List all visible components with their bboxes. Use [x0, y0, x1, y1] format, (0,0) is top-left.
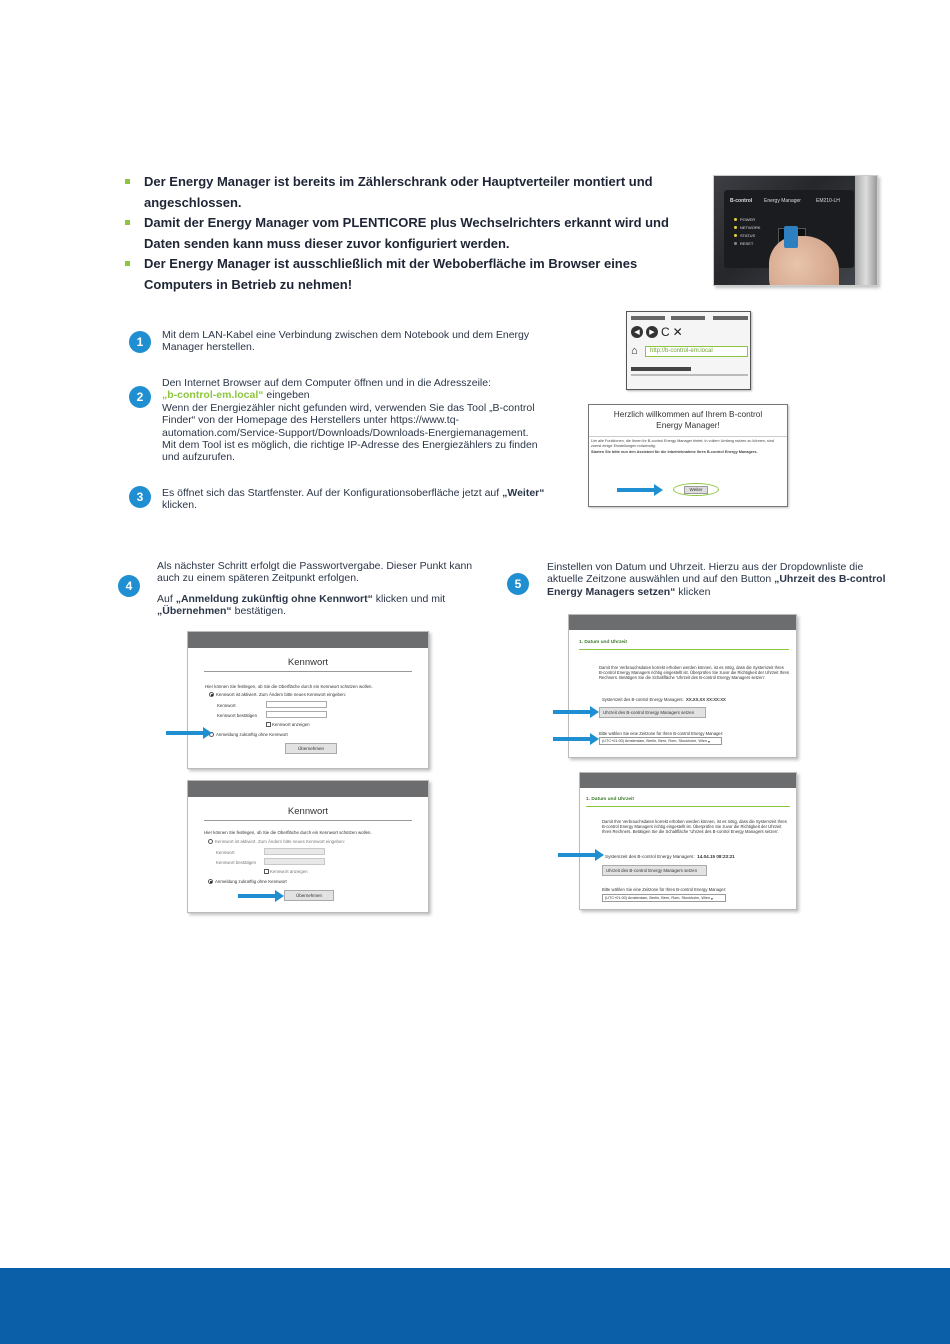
bullet-square-icon — [125, 220, 130, 225]
arrow-icon — [553, 710, 591, 714]
label-password: Kennwort — [217, 703, 236, 708]
set-time-button[interactable]: Uhrzeit des B-control Energy Managers setzen — [599, 707, 706, 718]
radio-icon — [209, 692, 214, 697]
device-model-label: Energy Manager — [764, 198, 801, 204]
show-password-checkbox[interactable]: Kennwort anzeigen — [266, 722, 310, 727]
step-number-1: 1 — [129, 331, 151, 353]
address-row — [631, 344, 748, 358]
password-panel-before — [187, 631, 429, 769]
arrow-icon — [238, 894, 276, 898]
step-number-3: 3 — [129, 486, 151, 508]
weiter-emphasis: „Weiter“ — [502, 487, 545, 499]
intro-bullet: Der Energy Manager ist bereits im Zählerschrank oder Hauptverteiler montiert und angeschlossen. — [122, 172, 707, 213]
panel-header — [580, 773, 796, 788]
title-rule — [579, 649, 789, 650]
password-title: Kennwort — [287, 806, 329, 817]
url-highlight: „b-control-em.local“ — [162, 389, 264, 402]
browser-bar — [631, 316, 665, 320]
radio-password-off[interactable]: Anmeldung zukünftig ohne Kennwort — [209, 732, 288, 737]
welcome-body-1: Um alle Funktionen, die Ihnen ihr B-control Energy Manager bietet, in vollem Umfang nutzen zu können, sind zuerst einige Einstellungen notwendig. — [591, 439, 774, 448]
arrow-icon — [558, 853, 596, 857]
systime-value: XX.XX.XX XX:XX:XX — [686, 697, 726, 702]
led-label: RESET — [740, 241, 754, 246]
password-panel-after — [187, 780, 429, 913]
led-icon — [734, 226, 737, 229]
systime-row: Systemzeit des B-control Energy Managers: 14.04.15 08:23:21 — [605, 854, 735, 859]
reload-icon[interactable]: C — [661, 325, 670, 339]
timezone-select[interactable]: (UTC+01:00) Amsterdam, Berlin, Bern, Rom, Stockholm, Wien ▾ — [602, 894, 726, 902]
device-brand-label: B-control — [730, 198, 753, 204]
apply-button[interactable]: Übernehmen — [284, 890, 334, 901]
led-label: POWER — [740, 217, 756, 222]
confirm-field[interactable] — [264, 858, 325, 865]
address-bar[interactable]: http://b-control-em.local — [645, 346, 748, 357]
led-icon — [734, 234, 737, 237]
systime-value: 14.04.15 08:23:21 — [697, 854, 735, 859]
label-password: Kennwort — [216, 850, 235, 855]
datetime-panel-after — [579, 772, 797, 910]
step-4-line1: Als nächster Schritt erfolgt die Passwortvergabe. Dieser Punkt kann auch zu einem späteren Zeitpunkt erfolgen. — [157, 560, 473, 585]
apply-button[interactable]: Übernehmen — [285, 743, 337, 754]
step-2-line1: Den Internet Browser auf dem Computer öffnen und in die Adresszeile: — [162, 377, 491, 389]
step-4-text — [157, 560, 475, 618]
welcome-body-2: Starten Sie bitte nun den Assistent für die Inbetriebnahme Ihres B-control Energy Managers. — [591, 450, 758, 454]
browser-tab — [631, 367, 691, 371]
title-rule — [204, 671, 412, 672]
label-confirm: Kennwort bestätigen — [216, 860, 257, 865]
arrow-icon — [553, 737, 591, 741]
step-4-line2: Auf „Anmeldung zukünftig ohne Kennwort“ klicken und mit „Übernehmen“ bestätigen. — [157, 592, 446, 618]
browser-bar — [713, 316, 748, 320]
panel-header — [569, 615, 796, 630]
password-field[interactable] — [264, 848, 325, 855]
close-icon[interactable]: ✕ — [672, 325, 683, 339]
welcome-title: Herzlich willkommen auf Ihrem B-control Energy Manager! — [613, 409, 763, 430]
radio-password-off[interactable]: Anmeldung zukünftig ohne Kennwort — [208, 879, 287, 884]
step-2-rest: Wenn der Energiezähler nicht gefunden wird, verwenden Sie das Tool „B-control Finder“ von der Homepage des Herstellers unter https://www.tq-automation.com/Service-Support/Downloads/Downloads-Energiemanagement. Mit dem Tool ist es möglich, die richtige IP-Adresse des Energiezählers zu finden und aufzurufen. — [162, 401, 538, 464]
energy-manager-photo — [713, 175, 878, 286]
arrow-icon — [166, 731, 204, 735]
step-2-after-highlight: eingeben — [263, 389, 310, 402]
radio-icon — [208, 879, 213, 884]
led-label: NETWORK — [740, 225, 761, 230]
password-intro: Hier können Sie festlegen, ob Sie die Oberfläche durch ein Kennwort schützen wollen. — [204, 830, 372, 835]
browser-bar — [671, 316, 705, 320]
zone-label: Bitte wählen Sie eine Zeitzone für Ihren B-control Energy Manager: — [602, 887, 727, 892]
back-icon[interactable]: ◀ — [631, 326, 643, 338]
password-intro: Hier können Sie festlegen, ob Sie die Oberfläche durch ein Kennwort schützen wollen. — [205, 684, 373, 689]
radio-icon — [208, 839, 213, 844]
browser-mockup — [626, 311, 751, 390]
datetime-title: 1. Datum und Uhrzeit — [586, 797, 634, 802]
browser-nav — [631, 326, 683, 338]
step-5-text: Einstellen von Datum und Uhrzeit. Hierzu aus der Dropdownliste die aktuelle Zeitzone auswählen und auf den Button „Uhrzeit des B-control Energy Managers setzen“ klicken — [547, 561, 886, 598]
title-rule — [204, 820, 412, 821]
panel-header — [188, 781, 428, 797]
datetime-paragraph: Damit Ihre Verbrauchsdaten korrekt erhoben werden können, ist es nötig, dass die Systemzeit Ihres B-control Energy Managers richtig eingestellt ist. Überprüfen Sie zuvor die Richtigkeit der Uhrzeit Ihres Rechners. Betätigen Sie die Schaltfläche 'Uhrzeit des B-control Energy Managers setzen'. — [602, 819, 787, 835]
label-confirm: Kennwort bestätigen — [217, 713, 258, 718]
step-number-2: 2 — [129, 386, 151, 408]
weiter-button[interactable] — [673, 483, 719, 496]
step-2-text — [162, 377, 544, 464]
intro-bullet: Der Energy Manager ist ausschließlich mit der Weboberfläche im Browser eines Computers in Betrieb zu nehmen! — [122, 254, 707, 295]
step-1-text: Mit dem LAN-Kabel eine Verbindung zwischen dem Notebook und dem Energy Manager herstellen. — [162, 329, 530, 354]
zone-label: Bitte wählen Sie eine Zeitzone für Ihren B-control Energy Manager: — [599, 731, 724, 736]
intro-bullet-list — [122, 172, 707, 295]
lan-plug — [784, 226, 798, 248]
device-code-label: EM210-LH — [816, 198, 840, 204]
led-icon — [734, 242, 737, 245]
step-number-5: 5 — [507, 573, 529, 595]
welcome-divider — [589, 436, 787, 437]
checkbox-icon — [266, 722, 271, 727]
led-label: STATUS — [740, 233, 756, 238]
step-number-4: 4 — [118, 575, 140, 597]
radio-password-on[interactable]: Kennwort ist aktiviert. Zum Ändern bitte neues Kennwort eingeben: — [209, 692, 346, 697]
datetime-panel-before — [568, 614, 797, 758]
panel-header — [188, 632, 428, 648]
arrow-icon — [617, 488, 655, 492]
datetime-title: 1. Datum und Uhrzeit — [579, 640, 627, 645]
footer-band — [0, 1268, 950, 1344]
home-icon[interactable]: ⌂ — [631, 345, 638, 357]
show-password-checkbox[interactable]: Kennwort anzeigen — [264, 869, 308, 874]
title-rule — [586, 806, 790, 807]
confirm-field[interactable] — [266, 711, 327, 718]
browser-divider — [631, 374, 748, 376]
checkbox-icon — [264, 869, 269, 874]
led-icon — [734, 218, 737, 221]
timezone-select[interactable]: (UTC+01:00) Amsterdam, Berlin, Bern, Rom, Stockholm, Wien ▾ — [599, 737, 722, 745]
systime-row: Systemzeit des B-control Energy Managers: XX.XX.XX XX:XX:XX — [602, 697, 726, 702]
intro-bullet: Damit der Energy Manager vom PLENTICORE plus Wechselrichters erkannt wird und Daten senden kann muss dieser zuvor konfiguriert werden. — [122, 213, 707, 254]
bullet-square-icon — [125, 261, 130, 266]
step-3-text: Es öffnet sich das Startfenster. Auf der Konfigurationsoberfläche jetzt auf „Weiter“ klicken. — [162, 487, 545, 512]
bullet-square-icon — [125, 179, 130, 184]
datetime-paragraph: Damit Ihre Verbrauchsdaten korrekt erhoben werden können, ist es nötig, dass die Systemzeit Ihres B-control Energy Managers richtig eingestellt ist. Überprüfen Sie zuvor die Richtigkeit der Uhrzeit Ihres Rechners. Betätigen Sie die Schaltfläche 'Uhrzeit des B-control Energy Managers setzen'. — [599, 665, 789, 681]
forward-icon[interactable]: ▶ — [646, 326, 658, 338]
radio-password-on[interactable]: Kennwort ist aktiviert. Zum Ändern bitte neues Kennwort eingeben: — [208, 839, 345, 844]
weiter-label: Weiter — [684, 486, 709, 494]
password-field[interactable] — [266, 701, 327, 708]
set-time-button[interactable]: Uhrzeit des B-control Energy Managers setzen — [602, 865, 707, 876]
password-title: Kennwort — [287, 657, 329, 668]
rack-rail — [855, 176, 877, 286]
